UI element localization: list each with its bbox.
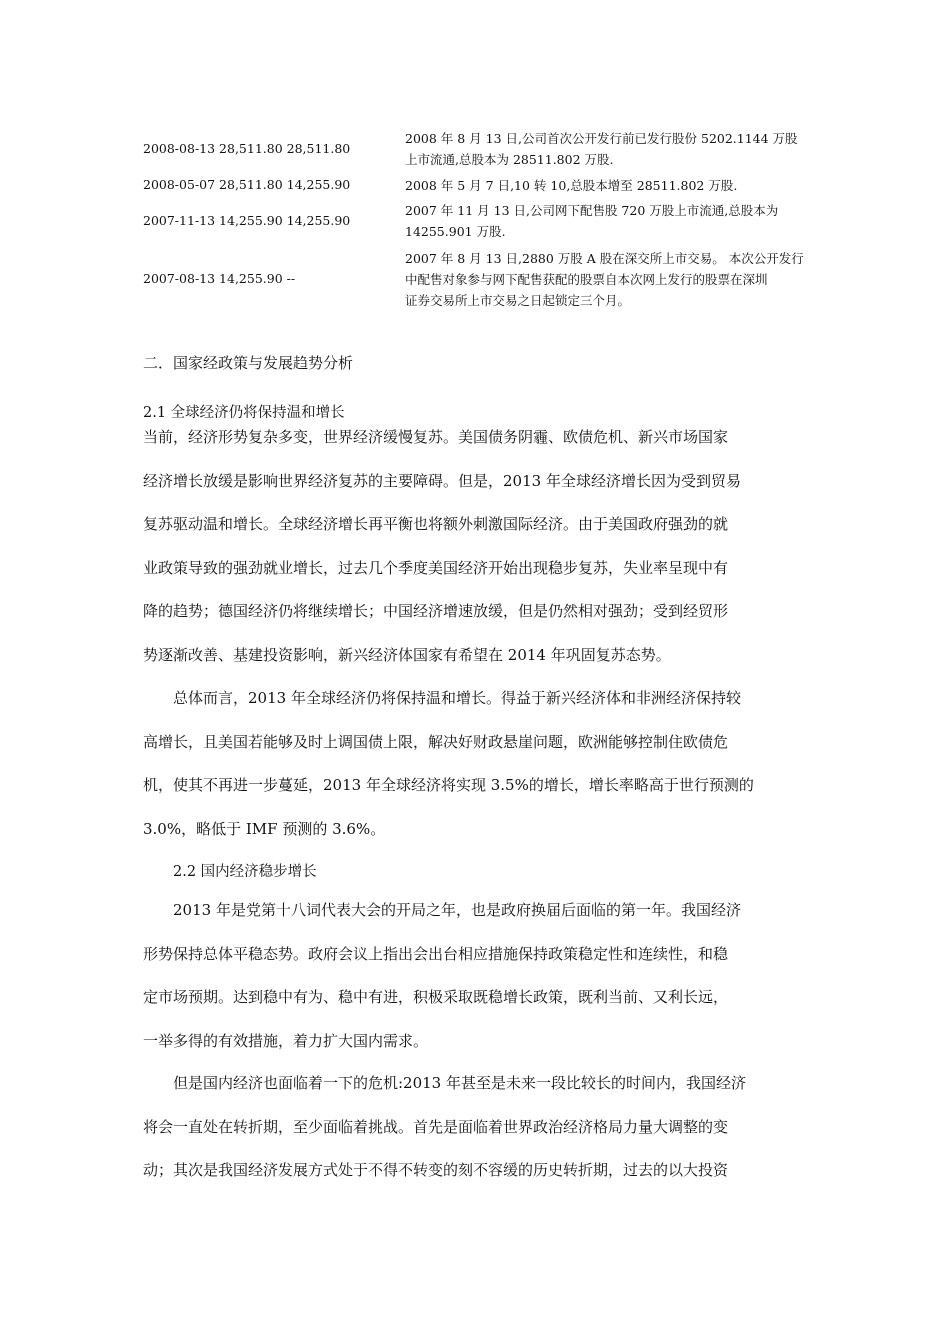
row-description: 2007 年 8 月 13 日,2880 万股 A 股在深交所上市交易。 本次公开发行 中配售对象参与网下配售获配的股票自本次网上发行的股票在深圳 证券交易所上市交易之日起锁定三个月。 bbox=[405, 250, 804, 308]
row-date-values: 2008-05-07 28,511.80 14,255.90 bbox=[143, 177, 351, 192]
row-date-values: 2007-11-13 14,255.90 14,255.90 bbox=[143, 213, 351, 228]
table-row bbox=[143, 126, 843, 172]
row-description: 2007 年 11 月 13 日,公司网下配售股 720 万股上市流通,总股本为 14255.901 万股. bbox=[405, 203, 779, 239]
section-title: 二．国家经政策与发展趋势分析 bbox=[143, 354, 354, 372]
table-row bbox=[143, 198, 843, 244]
share-change-table bbox=[143, 126, 843, 314]
table-row bbox=[143, 172, 843, 198]
row-date-values: 2008-08-13 28,511.80 28,511.80 bbox=[143, 141, 351, 156]
paragraph-global-summary: 总体而言，2013 年全球经济仍将保持温和增长。得益于新兴经济体和非洲经济保持较 高增长，且美国若能够及时上调国债上限，解决好财政悬崖问题，欧洲能够控制住欧债危 机，使其不再进一步蔓延，2013 年全球经济将实现 3.5%的增长，增长率略高于世行预测的 3.0%，略低于 IMF 预测的 3.6%。 bbox=[143, 689, 754, 838]
paragraph-global-economy: 当前，经济形势复杂多变，世界经济缓慢复苏。美国债务阴霾、欧债危机、新兴市场国家 经济增长放缓是影响世界经济复苏的主要障碍。但是，2013 年全球经济增长因为受到贸易 复苏驱动温和增长。全球经济增长再平衡也将额外刺激国际经济。由于美国政府强劲的就 业政策导致的强劲就业增长，过去几个季度美国经济开始出现稳步复苏，失业率呈现中有 降的趋势；德国经济仍将继续增长；中国经济增速放缓，但是仍然相对强劲；受到经贸形 势逐渐改善、基建投资影响，新兴经济体国家有希望在 2014 年巩固复苏态势。 bbox=[143, 428, 741, 664]
row-date-values: 2007-08-13 14,255.90 -- bbox=[143, 271, 296, 286]
row-description: 2008 年 5 月 7 日,10 转 10,总股本增至 28511.802 万股. bbox=[405, 177, 738, 193]
paragraph-domestic-economy: 2013 年是党第十八词代表大会的开局之年，也是政府换届后面临的第一年。我国经济 形势保持总体平稳态势。政府会议上指出会出台相应措施保持政策稳定性和连续性，和稳 定市场预期。达到稳中有为、稳中有进，积极采取既稳增长政策，既利当前、又利长远， 一举多得的有效措施，着力扩大国内需求。 bbox=[143, 901, 741, 1050]
row-description: 2008 年 8 月 13 日,公司首次公开发行前已发行股份 5202.1144 万股 上市流通,总股本为 28511.802 万股. bbox=[405, 131, 798, 167]
subsection-title-domestic: 2.2 国内经济稳步增长 bbox=[173, 864, 317, 880]
subsection-title-global: 2.1 全球经济仍将保持温和增长 bbox=[143, 405, 345, 421]
table-row bbox=[143, 244, 843, 314]
paragraph-domestic-challenges: 但是国内经济也面临着一下的危机:2013 年甚至是未来一段比较长的时间内，我国经济 将会一直处在转折期，至少面临着挑战。首先是面临着世界政治经济格局力量大调整的变 动；其次是我国经济发展方式处于不得不转变的刻不容缓的历史转折期，过去的以大投资 bbox=[143, 1074, 746, 1179]
